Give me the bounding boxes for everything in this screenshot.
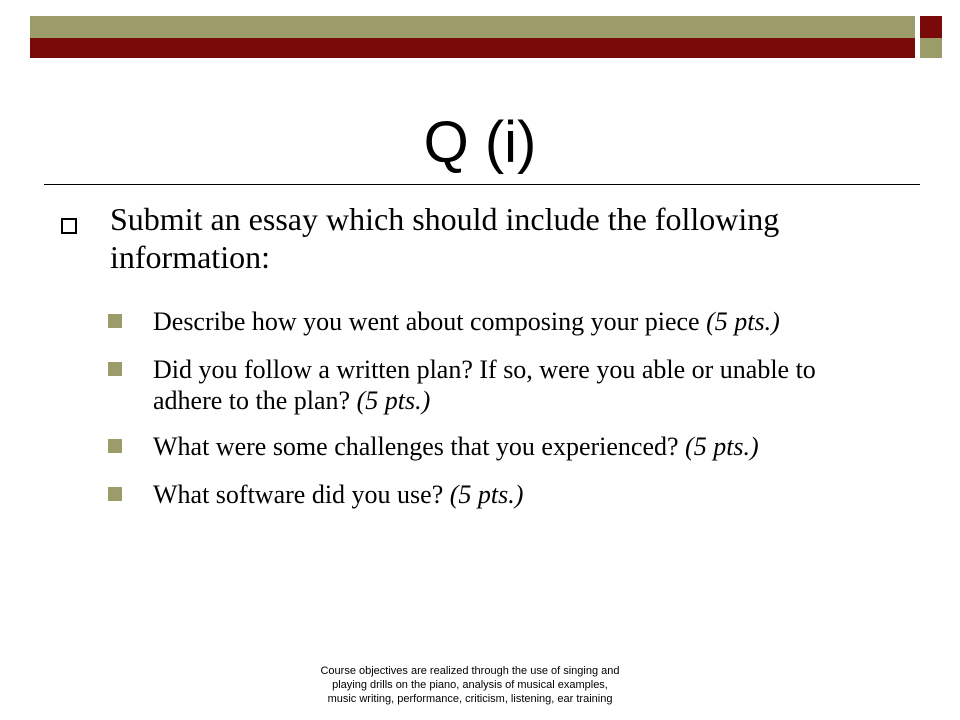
sub-bullet-text: What were some challenges that you experienced? (153, 432, 679, 461)
header-maroon-bar (30, 38, 915, 58)
main-bullet-text: Submit an essay which should include the following information: (110, 201, 780, 275)
corner-maroon-block (920, 16, 942, 38)
square-bullet-icon (108, 487, 122, 501)
sub-bullet-item (108, 354, 868, 416)
title-divider (44, 184, 920, 185)
square-bullet-icon (108, 362, 122, 376)
hollow-square-bullet-icon (61, 218, 77, 234)
sub-bullet-text: What software did you use? (153, 480, 444, 509)
points-label: (5 pts.) (449, 480, 524, 509)
main-bullet (58, 200, 918, 276)
points-label: (5 pts.) (356, 386, 431, 415)
sub-bullet-item (108, 306, 868, 337)
slide-title: Q (i) (423, 110, 537, 175)
points-label: (5 pts.) (685, 432, 759, 461)
corner-olive-block (920, 38, 942, 58)
sub-bullet-item (108, 431, 868, 462)
square-bullet-icon (108, 314, 122, 328)
sub-bullet-text: Did you follow a written plan? If so, were you able or unable to adhere to the plan? (153, 355, 816, 415)
header-olive-bar (30, 16, 915, 38)
footer-note: Course objectives are realized through the use of singing and playing drills on the piano, analysis of musical examples, music writing, performance, criticism, listening, ear training (320, 665, 620, 705)
points-label: (5 pts.) (706, 307, 780, 336)
sub-bullet-item (108, 479, 868, 510)
sub-bullet-text: Describe how you went about composing your piece (153, 307, 700, 336)
square-bullet-icon (108, 439, 122, 453)
sub-bullet-list (108, 306, 868, 527)
